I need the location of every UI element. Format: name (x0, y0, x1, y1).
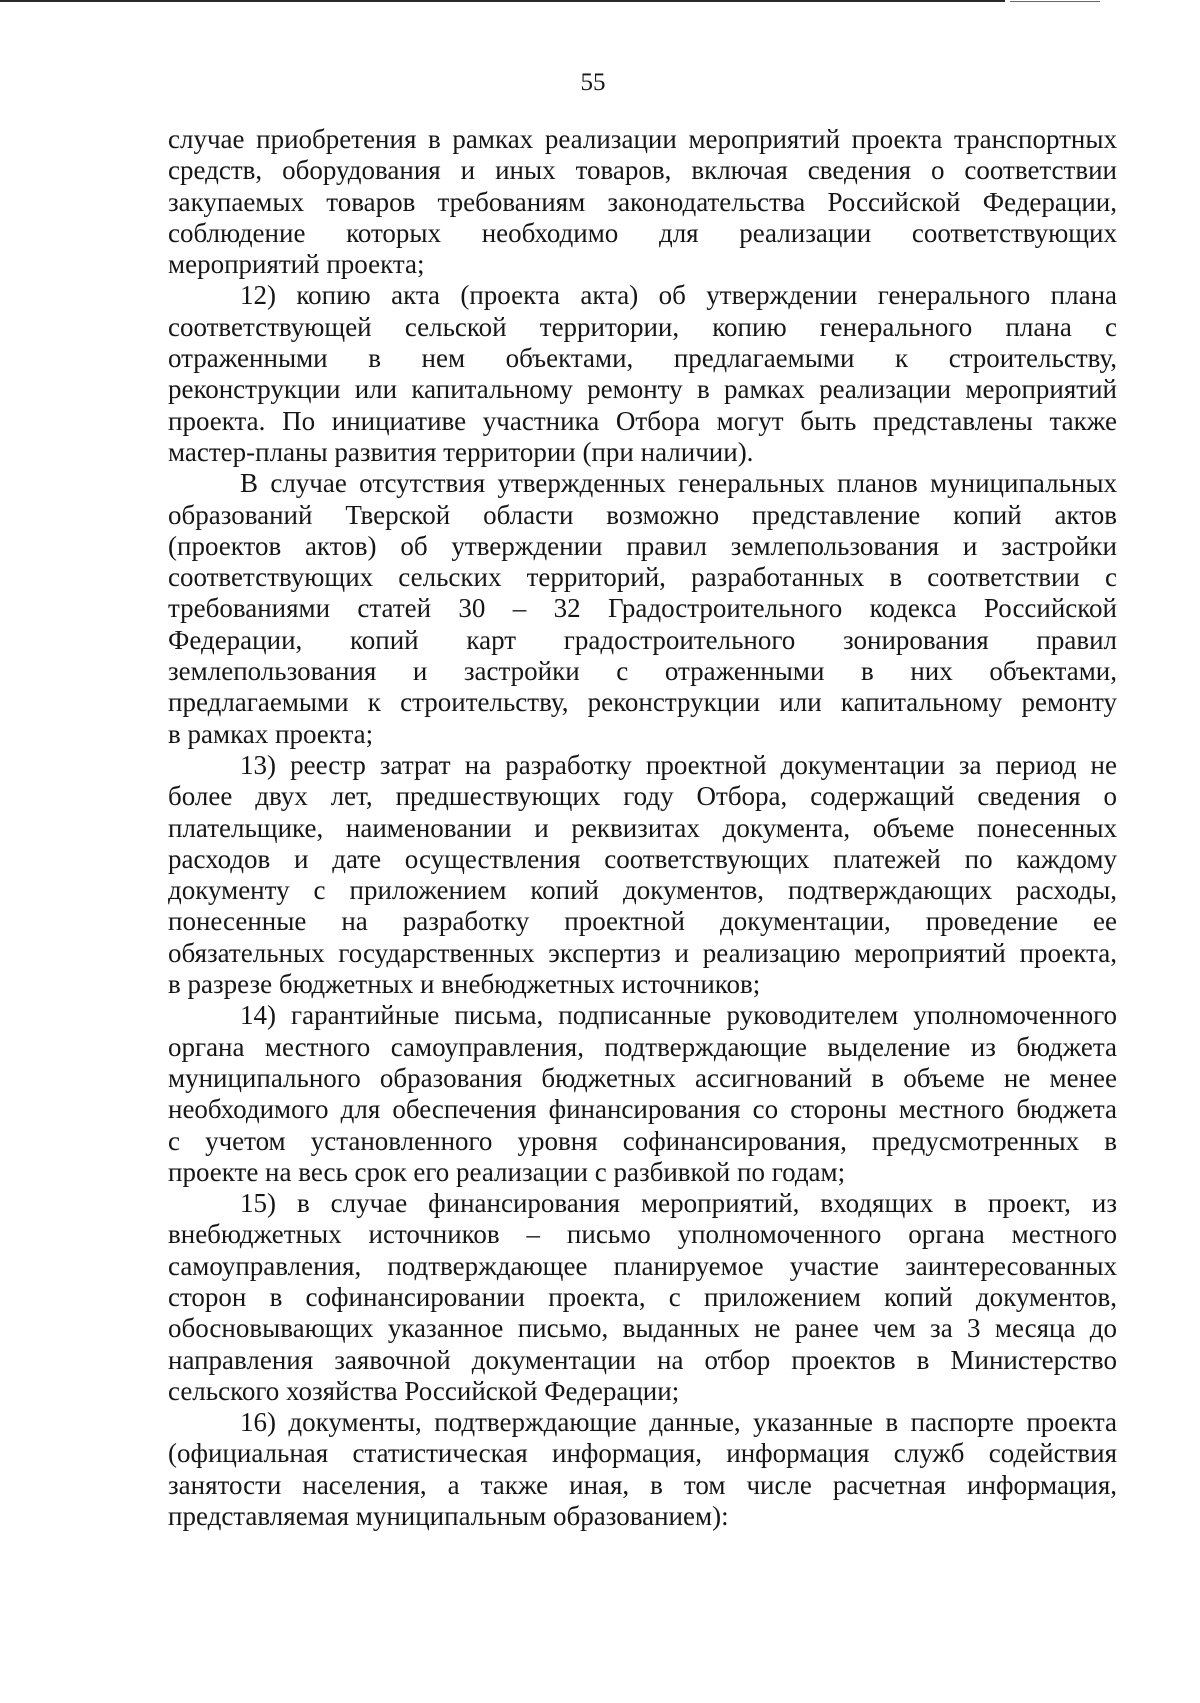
text-line: соответствующих сельских территорий, разработанных в соответствии с (168, 562, 1117, 593)
text-line: соблюдение которых необходимо для реализации соответствующих (168, 217, 1117, 248)
paragraph-first-line: 14) гарантийные письма, подписанные руководителем уполномоченного (240, 1000, 1117, 1031)
text-line: внебюджетных источников – письмо уполномоченного органа местного (168, 1219, 1117, 1250)
text-line: необходимого для обеспечения финансирования со стороны местного бюджета (168, 1094, 1117, 1125)
text-line: понесенные на разработку проектной документации, проведение ее (168, 906, 1117, 937)
text-line: (официальная статистическая информация, информация служб содействия (168, 1438, 1117, 1469)
text-line: сельского хозяйства Российской Федерации; (168, 1375, 680, 1406)
paragraph-first-line: В случае отсутствия утвержденных генеральных планов муниципальных (240, 468, 1117, 499)
text-line: образований Тверской области возможно представление копий актов (168, 499, 1117, 530)
scan-edge-line (1010, 1, 1100, 2)
text-line: случае приобретения в рамках реализации мероприятий проекта транспортных (168, 124, 1117, 154)
document-body (168, 124, 1117, 1532)
paragraph-first-line: 15) в случае финансирования мероприятий, входящих в проект, из (240, 1188, 1117, 1219)
text-line: муниципального образования бюджетных ассигнований в объеме не менее (168, 1062, 1117, 1093)
text-line: направления заявочной документации на отбор проектов в Министерство (168, 1344, 1117, 1375)
text-line: органа местного самоуправления, подтверждающие выделение из бюджета (168, 1031, 1117, 1062)
text-line: обязательных государственных экспертиз и реализацию мероприятий проекта, (168, 937, 1117, 968)
text-line: проекта. По инициативе участника Отбора могут быть представлены также (168, 405, 1117, 436)
text-line: плательщике, наименовании и реквизитах документа, объеме понесенных (168, 812, 1117, 843)
text-line: более двух лет, предшествующих году Отбора, содержащий сведения о (168, 781, 1117, 812)
text-line: требованиями статей 30 – 32 Градостроительного кодекса Российской (168, 593, 1117, 624)
scan-edge-line (0, 0, 1005, 2)
text-line: закупаемых товаров требованиям законодательства Российской Федерации, (168, 186, 1117, 217)
page-number: 55 (580, 69, 606, 96)
text-line: реконструкции или капитальному ремонту в рамках реализации мероприятий (168, 374, 1117, 405)
text-line: сторон в софинансировании проекта, с приложением копий документов, (168, 1281, 1117, 1312)
text-line: (проектов актов) об утверждении правил землепользования и застройки (168, 530, 1117, 561)
text-line: самоуправления, подтверждающее планируемое участие заинтересованных (168, 1250, 1117, 1281)
text-line: документу с приложением копий документов, подтверждающих расходы, (168, 875, 1117, 906)
text-line: Федерации, копий карт градостроительного зонирования правил (168, 624, 1117, 655)
text-line: в рамках проекта; (168, 718, 374, 749)
text-line: землепользования и застройки с отраженными в них объектами, (168, 656, 1117, 687)
text-line: мастер-планы развития территории (при наличии). (168, 436, 754, 467)
text-line: занятости населения, а также иная, в том числе расчетная информация, (168, 1469, 1117, 1500)
paragraph-first-line: 12) копию акта (проекта акта) об утверждении генерального плана (240, 280, 1117, 311)
text-line: представляемая муниципальным образованием): (168, 1501, 729, 1532)
text-line: с учетом установленного уровня софинансирования, предусмотренных в (168, 1125, 1117, 1156)
text-line: расходов и дате осуществления соответствующих платежей по каждому (168, 843, 1117, 874)
text-line: предлагаемыми к строительству, реконструкции или капитальному ремонту (168, 687, 1117, 718)
text-line: соответствующей сельской территории, копию генерального плана с (168, 311, 1117, 342)
text-line: отраженными в нем объектами, предлагаемыми к строительству, (168, 343, 1117, 374)
paragraph-first-line: 16) документы, подтверждающие данные, указанные в паспорте проекта (240, 1407, 1117, 1438)
text-line: обосновывающих указанное письмо, выданных не ранее чем за 3 месяца до (168, 1313, 1117, 1344)
text-line: в разрезе бюджетных и внебюджетных источников; (168, 969, 761, 1000)
text-line: средств, оборудования и иных товаров, включая сведения о соответствии (168, 155, 1117, 186)
paragraph-first-line: 13) реестр затрат на разработку проектной документации за период не (240, 749, 1117, 780)
text-line: мероприятий проекта; (168, 249, 425, 280)
text-line: проекте на весь срок его реализации с разбивкой по годам; (168, 1156, 846, 1187)
